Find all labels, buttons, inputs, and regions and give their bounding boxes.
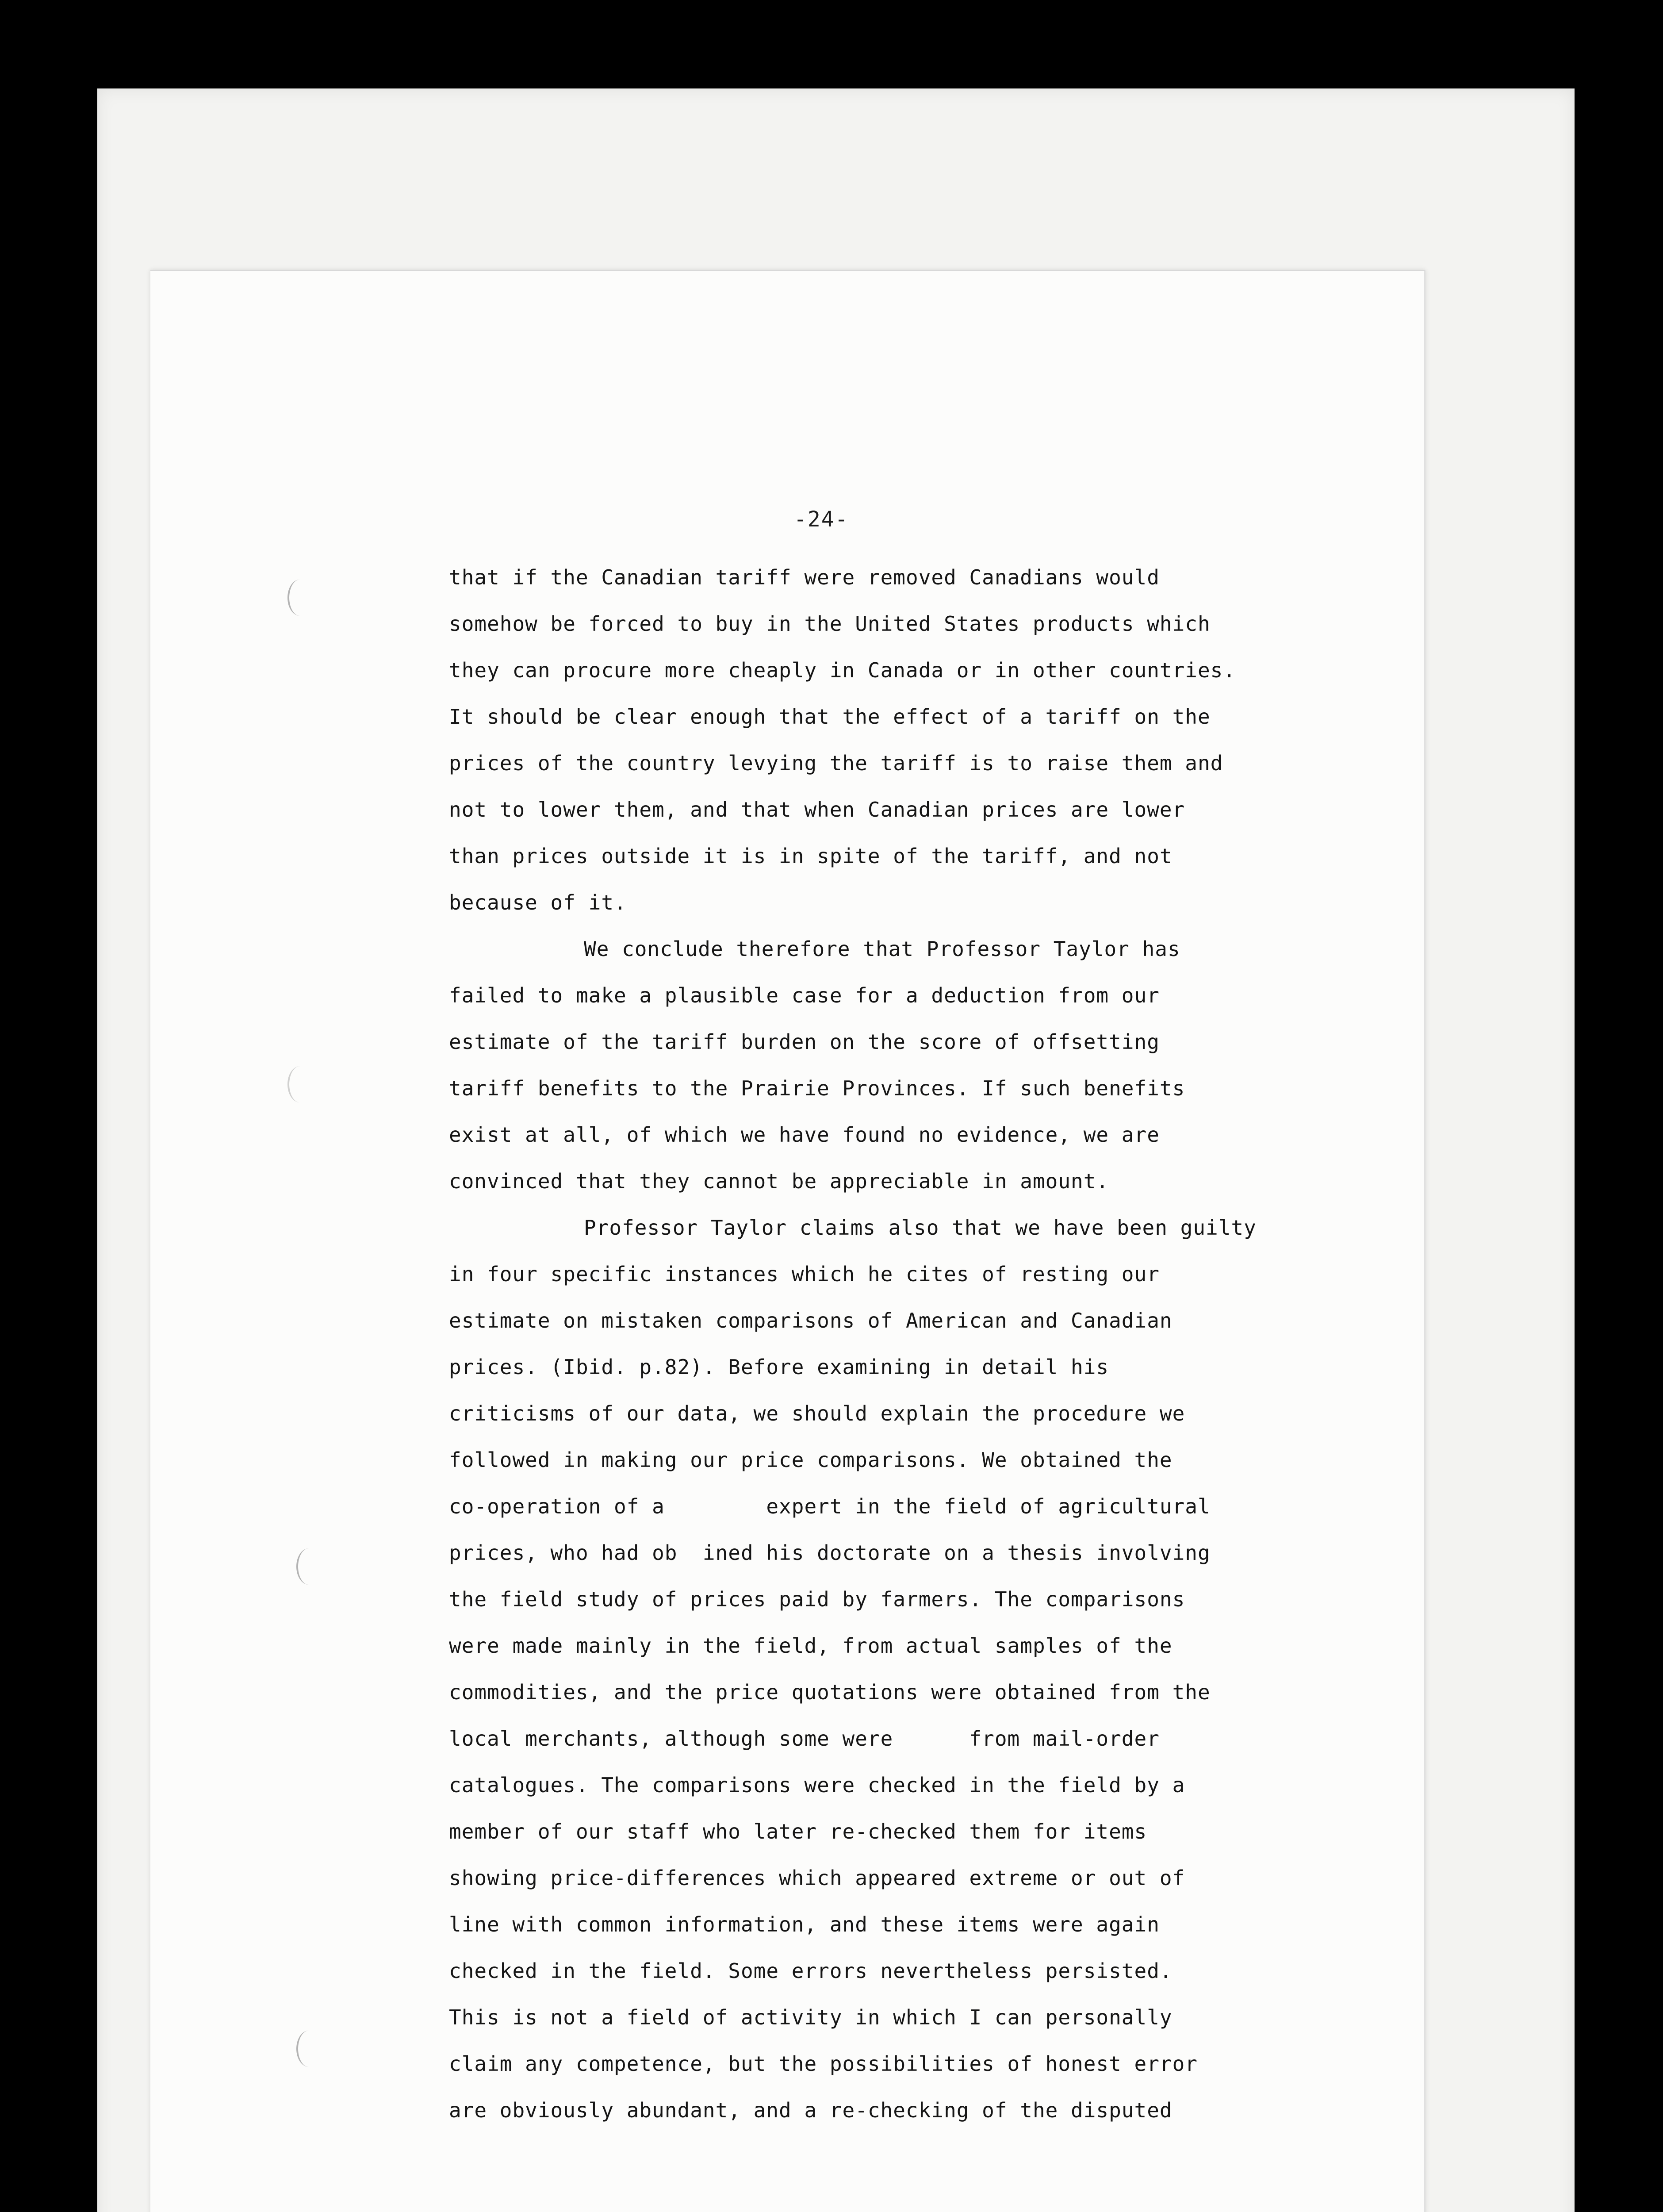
text-line-22: prices, who had ob ined his doctorate on a thesis involving: [449, 1541, 1211, 1565]
text-line-19: criticisms of our data, we should explain the procedure we: [449, 1402, 1185, 1425]
punch-hole-lower-middle: [296, 1548, 321, 1585]
text-line-13: exist at all, of which we have found no evidence, we are: [449, 1123, 1160, 1147]
text-line-11: estimate of the tariff burden on the score of offsetting: [449, 1030, 1160, 1054]
document-body: [449, 554, 1333, 2134]
text-line-9: We conclude therefore that Professor Taylor has: [584, 937, 1180, 961]
text-line-12: tariff benefits to the Prairie Provinces. If such benefits: [449, 1076, 1185, 1100]
text-line-1: that if the Canadian tariff were removed Canadians would: [449, 565, 1160, 589]
text-line-14: convinced that they cannot be appreciable in amount.: [449, 1169, 1109, 1193]
text-line-31: checked in the field. Some errors nevertheless persisted.: [449, 1959, 1173, 1983]
text-line-25: commodities, and the price quotations were obtained from the: [449, 1680, 1211, 1704]
text-line-34: are obviously abundant, and a re-checking of the disputed: [449, 2098, 1173, 2122]
text-line-17: estimate on mistaken comparisons of American and Canadian: [449, 1309, 1173, 1333]
text-line-29: showing price-differences which appeared extreme or out of: [449, 1866, 1185, 1890]
text-line-8: because of it.: [449, 891, 627, 914]
text-line-4: It should be clear enough that the effect of a tariff on the: [449, 705, 1211, 729]
text-line-33: claim any competence, but the possibilities of honest error: [449, 2052, 1198, 2076]
text-line-6: not to lower them, and that when Canadian prices are lower: [449, 798, 1185, 822]
punch-hole-bottom: [296, 2031, 321, 2067]
text-line-10: failed to make a plausible case for a deduction from our: [449, 983, 1160, 1007]
text-line-7: than prices outside it is in spite of the tariff, and not: [449, 844, 1173, 868]
punch-hole-upper-middle: [287, 1066, 312, 1102]
text-line-18: prices. (Ibid. p.82). Before examining in detail his: [449, 1355, 1109, 1379]
text-line-23: the field study of prices paid by farmers. The comparisons: [449, 1587, 1185, 1611]
text-line-28: member of our staff who later re-checked them for items: [449, 1820, 1147, 1843]
text-line-2: somehow be forced to buy in the United States products which: [449, 612, 1211, 636]
punch-hole-top: [287, 580, 312, 616]
text-line-30: line with common information, and these items were again: [449, 1912, 1160, 1936]
text-line-16: in four specific instances which he cites of resting our: [449, 1262, 1160, 1286]
text-line-24: were made mainly in the field, from actual samples of the: [449, 1634, 1173, 1658]
page-number: -24-: [794, 507, 849, 532]
text-line-15: Professor Taylor claims also that we have been guilty: [584, 1216, 1257, 1240]
text-line-20: followed in making our price comparisons. We obtained the: [449, 1448, 1173, 1472]
text-line-26: local merchants, although some were from mail-order: [449, 1727, 1160, 1751]
text-line-3: they can procure more cheaply in Canada or in other countries.: [449, 658, 1236, 682]
text-line-21: co-operation of a expert in the field of agricultural: [449, 1494, 1211, 1518]
text-line-5: prices of the country levying the tariff is to raise them and: [449, 751, 1223, 775]
text-line-27: catalogues. The comparisons were checked in the field by a: [449, 1773, 1185, 1797]
text-line-32: This is not a field of activity in which I can personally: [449, 2005, 1173, 2029]
